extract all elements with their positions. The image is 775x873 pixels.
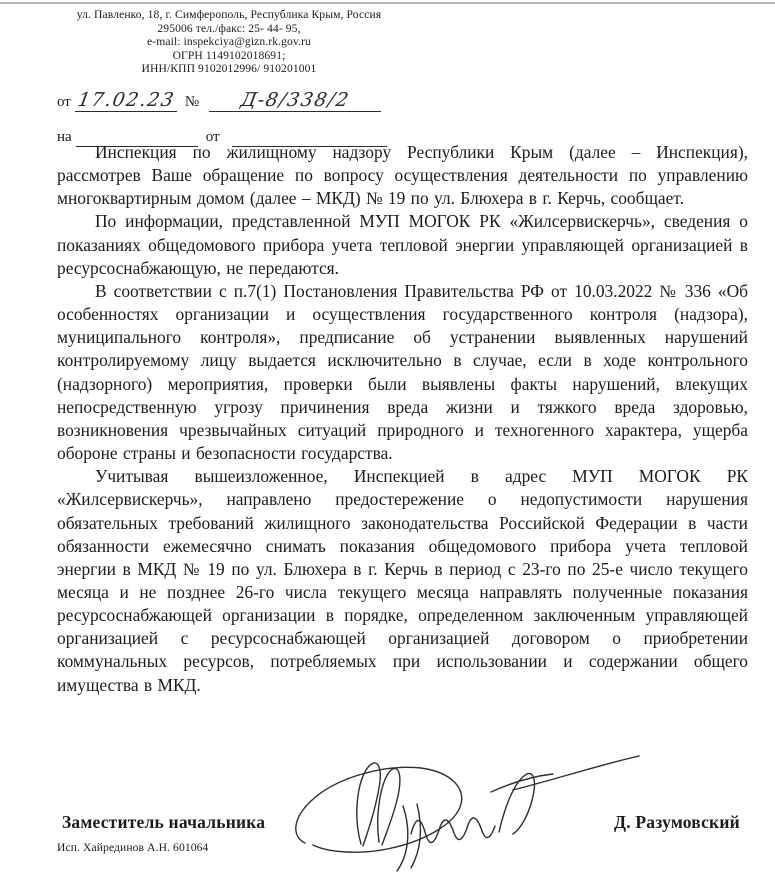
letter-body — [57, 141, 748, 697]
from-label: от — [57, 94, 71, 110]
handwritten-number: Д-8/338/2 — [238, 89, 352, 111]
handwritten-signature-icon — [283, 746, 645, 873]
paragraph-intro: Инспекция по жилищному надзору Республики Крым (далее – Инспекция), рассмотрев Ваше обращение по вопросу осуществления деятельности по управлению многоквартирным домом (далее – МКД) № 19 по ул. Блюхера в г. Керчь, сообщает. — [57, 142, 748, 209]
outgoing-number-field — [209, 86, 381, 112]
paragraph-information: По информации, представленной МУП МОГОК РК «Жилсервискерчь», сведения о показаниях общедомового прибора учета тепловой энергии управляющей организацией в ресурсоснабжающую, не передаются. — [57, 211, 748, 278]
outgoing-ref-row — [57, 86, 387, 112]
letterhead-address: ул. Павленко, 18, г. Симферополь, Республика Крым, Россия — [76, 8, 382, 21]
number-sign-label: № — [184, 94, 200, 110]
letterhead-phone: 295006 тел./факс: 25- 44- 95, — [157, 21, 301, 35]
executor-line: Исп. Хайрединов А.Н. 601064 — [57, 841, 209, 854]
paragraph-warning: Учитывая вышеизложенное, Инспекцией в адрес МУП МОГОК РК «Жилсервискерчь», направлено предостережение о недопустимости нарушения обязательных требований жилищного законодательства Российской Федерации в части обязанности ежемесячно снимать показания общедомового прибора учета тепловой энергии в МКД № 19 по ул. Блюхера в г. Керчь в период с 23-го по 25-е число текущего месяца и не позднее 26-го числа текущего месяца направлять полученные показания ресурсоснабжающей организации в порядке, определенном заключенным управляющей организацией с ресурсоснабжающей организацией договором о приобретении коммунальных ресурсов, потребляемых при использовании и содержании общего имущества в МКД. — [57, 466, 748, 695]
on-from-label: от — [205, 129, 220, 145]
paragraph-regulation: В соответствии с п.7(1) Постановления Правительства РФ от 10.03.2022 № 336 «Об особенностях организации и осуществления государственного контроля (надзора), муниципального контроля», предписание об устранении выявленных нарушений контролируемому лицу выдается исключительно в случае, если в ходе контрольного (надзорного) мероприятия, проверки были выявлены факты нарушений, влекущих непосредственную угрозу причинения вреда жизни и тяжкого вреда здоровью, возникновения чрезвычайных ситуаций природного и техногенного характера, ущерба обороне страны и безопасности государства. — [57, 280, 748, 464]
outgoing-date-field — [75, 86, 177, 112]
signer-position-title: Заместитель начальника — [62, 812, 266, 832]
signer-name: Д. Разумовский — [614, 812, 740, 832]
on-label: на — [57, 129, 72, 145]
scan-edge-line — [0, 2, 775, 4]
letterhead — [0, 8, 458, 76]
letterhead-ogrn: ОГРН 1149102018691; — [172, 48, 286, 62]
handwritten-date: 17.02.23 — [75, 89, 177, 111]
letterhead-email: e-mail: inspekciya@gizn.rk.gov.ru — [147, 35, 311, 49]
letterhead-inn-kpp: ИНН/КПП 9102012996/ 910201001 — [141, 62, 317, 76]
